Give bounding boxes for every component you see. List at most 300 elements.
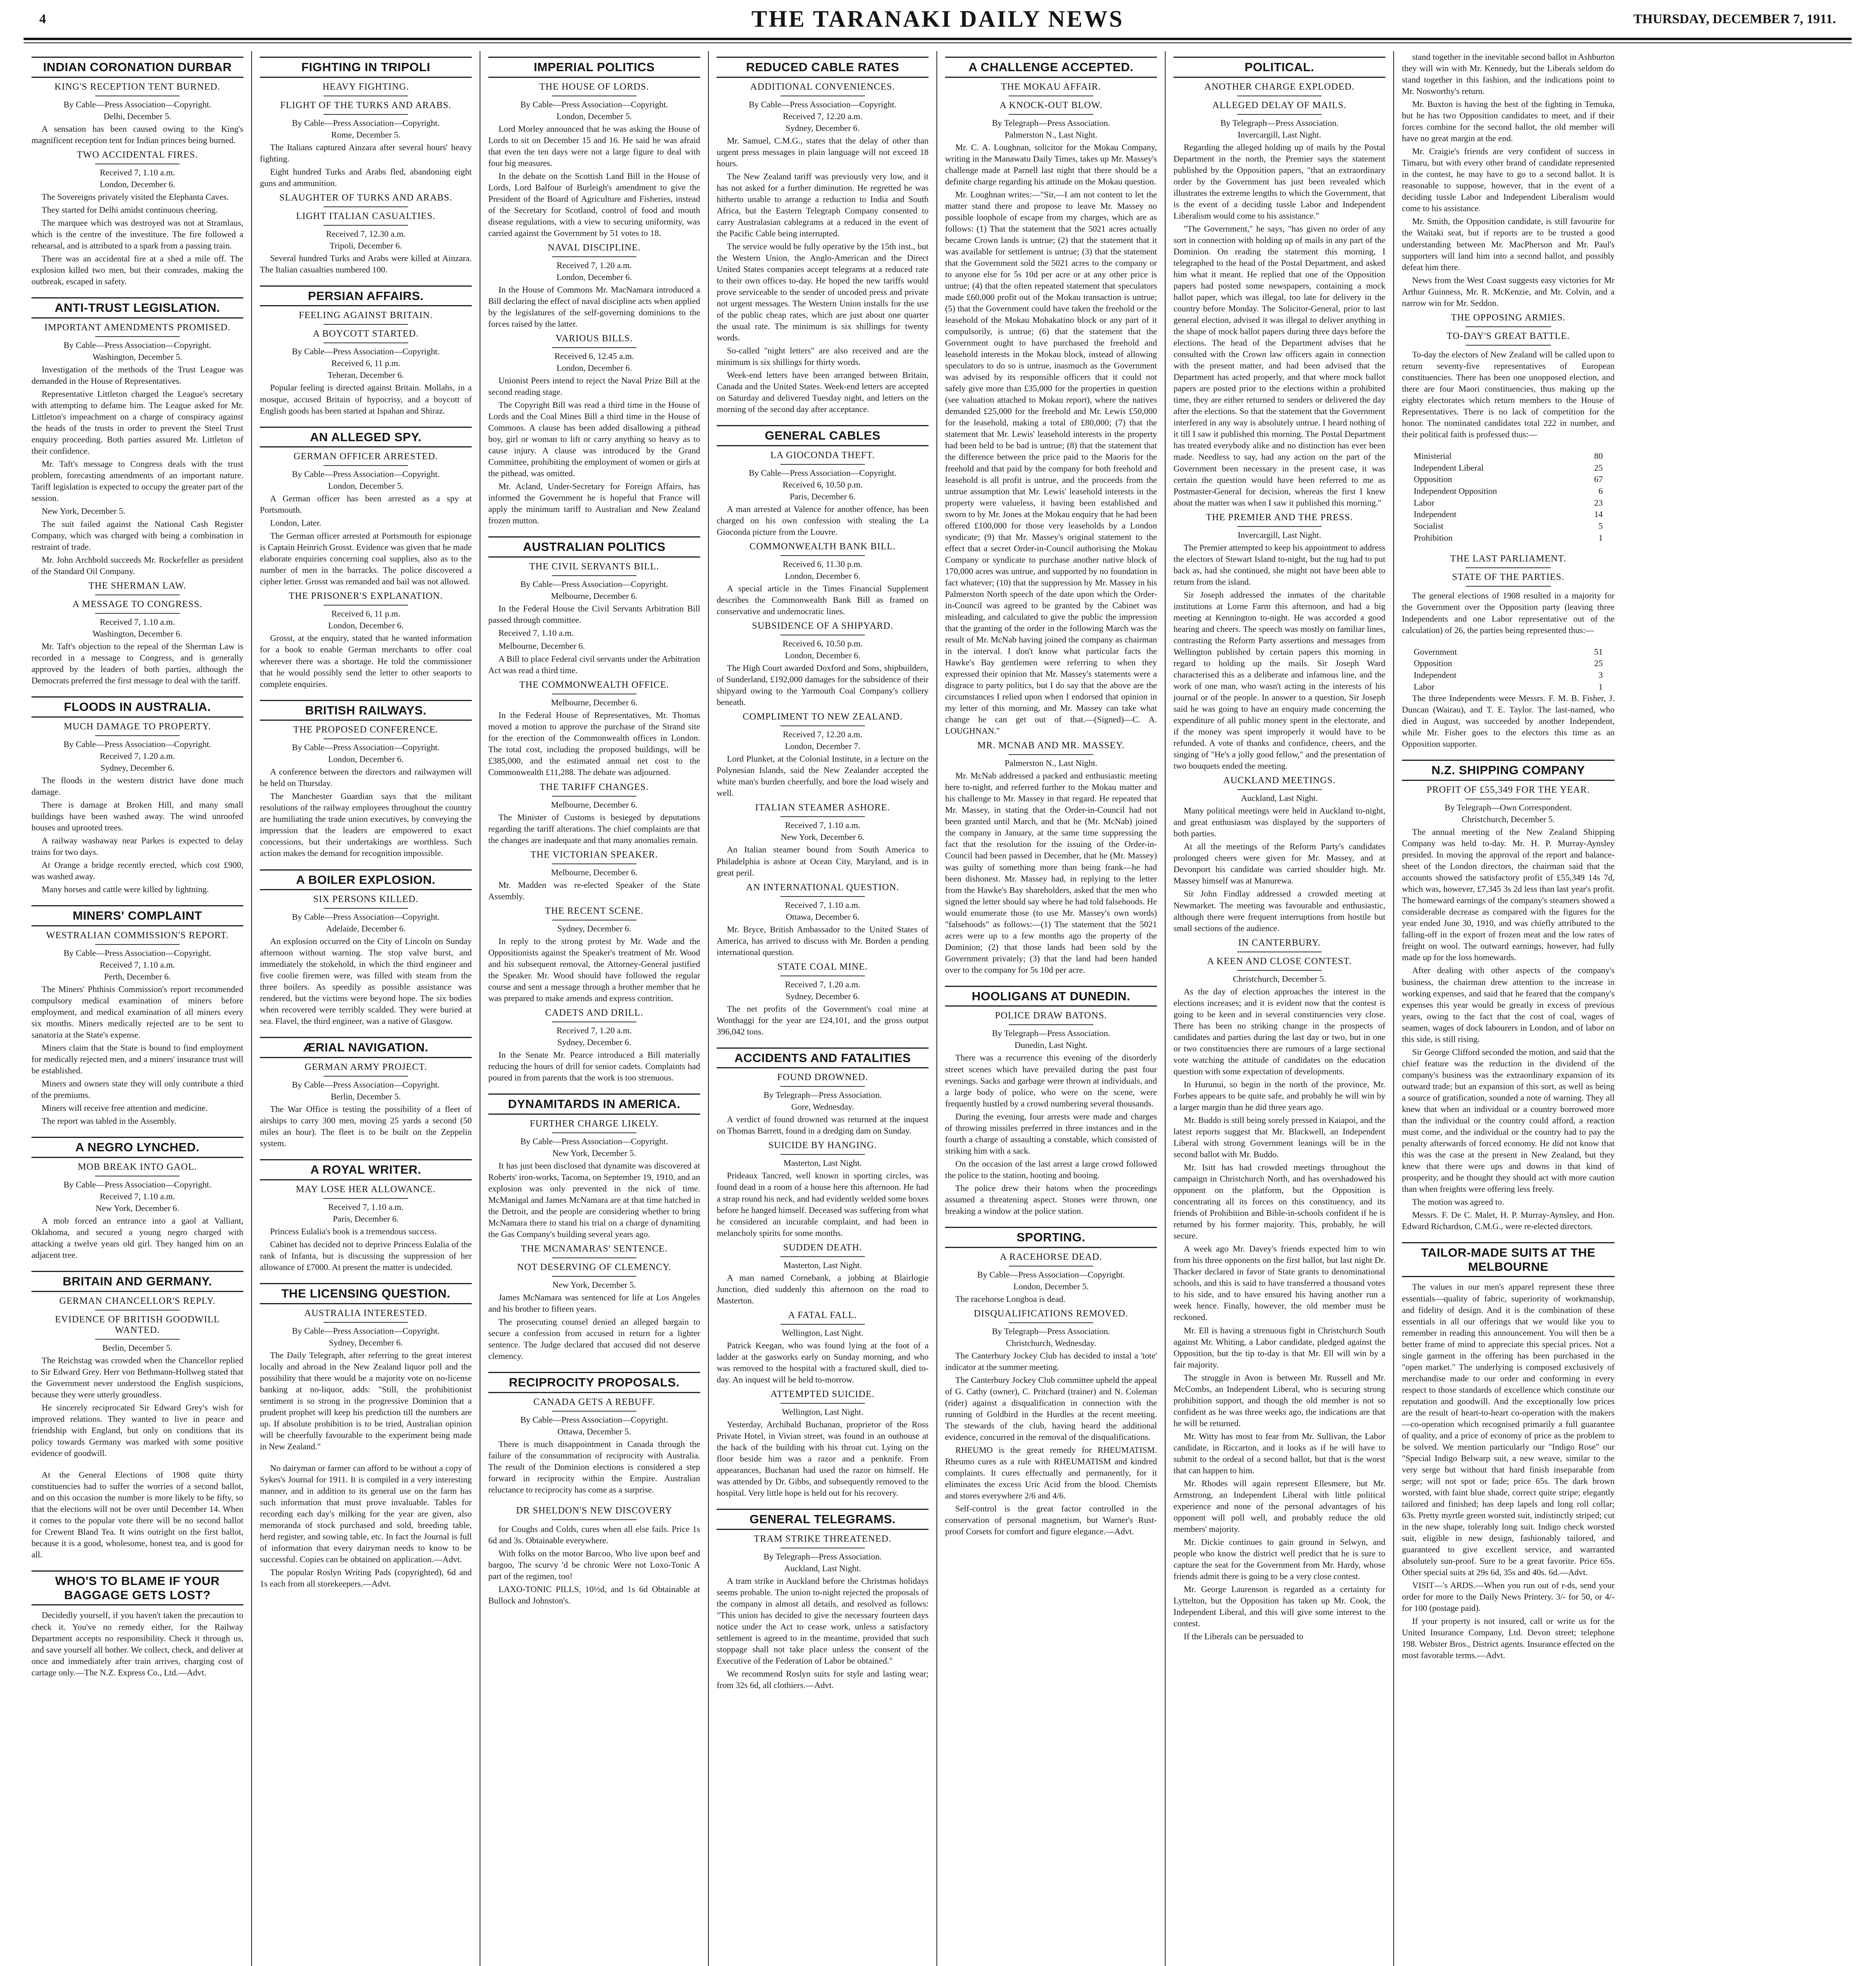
article-headline: MINERS' COMPLAINT <box>31 905 243 926</box>
sub-heading: THE OPPOSING ARMIES. <box>1451 312 1566 323</box>
dateline: New York, December 6. <box>781 832 864 842</box>
party-name: Government <box>1414 646 1457 657</box>
sub-heading: THE RECENT SCENE. <box>545 906 644 916</box>
article-body <box>717 1340 929 1385</box>
sub-heading: SUBSIDENCE OF A SHIPYARD. <box>752 621 894 631</box>
party-table-row <box>1402 485 1615 497</box>
article <box>488 57 700 526</box>
paragraph: The general elections of 1908 resulted in a majority for the Government over the Opposition party (leaving three Independents and one Labor representative out of the calculation) of 26, the parties being represented thus:— <box>1402 591 1615 635</box>
article-body <box>31 1469 243 1560</box>
party-name: Labor <box>1414 497 1435 508</box>
article-headline: A BOILER EXPLOSION. <box>260 869 472 891</box>
paragraph: Cabinet has decided not to deprive Princess Eulalia of the rank of Infanta, but is discussing the suppression of her allowance of £7000. At present the matter is undecided. <box>260 1239 472 1272</box>
divider-rule <box>552 575 637 576</box>
party-count: 14 <box>1594 509 1603 519</box>
paragraph: Mr. Acland, Under-Secretary for Foreign Affairs, has informed the Government he is hopeful that France will apply the minimum tariff to Australian and New Zealand frozen mutton. <box>488 481 700 526</box>
column-6 <box>1166 51 1394 1966</box>
sub-heading: IMPORTANT AMENDMENTS PROMISED. <box>44 322 231 333</box>
dateline: Received 7, 1.10 a.m. <box>785 820 861 830</box>
paragraph: A conference between the directors and railwaymen will be held on Thursday. <box>260 767 472 788</box>
paragraph: Prideaux Tancred, well known in sporting circles, was found dead in a room of a house here this afternoon. He had a strap round his neck, and had evidently welded some boxes before he hanged himself. Deceased was suffering from what he considered an incurable complaint, and had been in melancholy spirits for some months. <box>717 1171 929 1238</box>
paragraph: In the House of Commons Mr. MacNamara introduced a Bill declaring the effect of naval discipline acts when applied by the legislatures of the self-governing dominions to the forces raised by the latter. <box>488 284 701 329</box>
column-5 <box>937 51 1166 1966</box>
paragraph: Mr. George Laurenson is regarded as a certainty for Lyttelton, but the Opposition has taken up Mr. Cook, the Independent Liberal, and this will give some interest to the contest. <box>1173 1584 1385 1629</box>
paragraph: Miners claim that the State is bound to find employment for medically rejected men, and a miners' insurance trust will be established. <box>31 1043 243 1076</box>
sub-heading: EVIDENCE OF BRITISH GOODWILL WANTED. <box>55 1314 220 1335</box>
article-body <box>260 1226 472 1273</box>
dateline: Wellington, Last Night. <box>782 1327 864 1338</box>
paragraph: Popular feeling is directed against Britain. Mollahs, in a mosque, accused Britain of hypocrisy, and a boycott of English goods has been started at Ispahan and Shiraz. <box>260 383 472 416</box>
divider-rule <box>780 1403 865 1404</box>
dateline: Ottawa, December 6. <box>786 911 859 922</box>
dateline: Palmerston N., Last Night. <box>1004 758 1098 768</box>
paragraph: A German officer has been arrested as a spy at Portsmouth. <box>260 493 472 515</box>
article <box>717 57 929 415</box>
party-table <box>1402 646 1615 693</box>
party-table-row <box>1402 669 1615 681</box>
sub-heading: GERMAN ARMY PROJECT. <box>304 1062 427 1073</box>
paragraph: The three Independents were Messrs. F. M. B. Fisher, J. Duncan (Wairau), and T. E. Taylor. The last-named, who died in August, was succeeded by another Independent, while Mr. Fisher goes to the electors this time as an Opposition supporter. <box>1402 693 1615 749</box>
paragraph: The prosecuting counsel denied an alleged bargain to secure a confession from accused in return for a lighter sentence. The Judge declared that accused did not deserve clemency. <box>488 1316 700 1361</box>
paragraph: In Hurunui, so begin in the north of the province, Mr. Forbes appears to be quite safe, and probably he will win by a larger margin than he did three years ago. <box>1173 1079 1385 1112</box>
sub-heading: ATTEMPTED SUICIDE. <box>771 1389 875 1399</box>
paragraph: The report was tabled in the Assembly. <box>42 1116 177 1126</box>
article <box>717 1509 929 1691</box>
article <box>488 536 700 1083</box>
sub-heading: WESTRALIAN COMMISSION'S REPORT. <box>46 930 229 941</box>
paragraph: Mr. Dickie continues to gain ground in Selwyn, and people who know the district well predict that he is sure to capture the seat for the Government from Mr. Hardy, whose friends admit there is going to be a very close contest. <box>1173 1537 1385 1581</box>
dateline: Palmerston N., Last Night. <box>1004 129 1098 140</box>
paragraph: The floods in the western district have done much damage. <box>31 775 243 797</box>
paragraph: It has just been disclosed that dynamite was discovered at Roberts' iron-works, Tacoma, on September 19, 1910, and an explosion was only prevented in the nick of time. McManigal and James McNamara are at that time hatched in the Detroit, and the people are considering whether to bring McNamara there to stand his trial on a charge of dynamiting the Gas Company's building several years ago. <box>488 1160 700 1239</box>
sub-heading: A KNOCK-OUT BLOW. <box>999 100 1103 110</box>
divider-rule <box>324 605 408 606</box>
divider-rule <box>780 725 865 726</box>
dateline: Teheran, December 6. <box>327 370 404 380</box>
divider-rule <box>95 1310 180 1311</box>
divider-rule <box>324 225 408 226</box>
paragraph: In reply to the strong protest by Mr. Wade and the Oppositionists against the Speaker's treatment of Mr. Wood and his subsequent removal, the Attorney-General justified the Speaker. Mr. Wood should have followed the regular course and sent a message through a brother member that he was prepared to make amends and express contrition. <box>488 936 700 1003</box>
article-headline: REDUCED CABLE RATES <box>717 57 929 78</box>
paragraph: The German officer arrested at Portsmouth for espionage is Captain Heinrich Grosst. Evidence was given that he made elaborate enquiries concerning coal supplies, also as to the number of men in the barracks. The police discovered a cipher letter. Grosst was remanded and bail was not allowed. <box>260 531 472 587</box>
dateline: Received 6, 10.50 p.m. <box>782 480 863 490</box>
paragraph: The Copyright Bill was read a third time in the House of Lords and the Coal Mines Bill a third time in the House of Commons. A clause has been added disallowing a pithead boy, girl or woman to lift or carry anything so heavy as to cause injury. A clause was introduced by the Grand Committee, prohibiting the employment of women or girls at the pithead, was omitted. <box>488 400 700 479</box>
sub-heading: THE VICTORIAN SPEAKER. <box>530 849 658 860</box>
paragraph: In the Federal House of Representatives, Mr. Thomas moved a motion to approve the purchase of the Strand site for the erection of the Commonwealth offices in London. The total cost, including the proposed buildings, will be £385,000, and the estimated annual net cost to the Commonwealth £11,288. The debate was adjourned. <box>488 710 700 777</box>
paragraph: Mr. Craigie's friends are very confident of success in Timaru, but with every other brand of candidate represented in the contest, he may have to go to a second ballot. It is reasonable to suppose, however, that in the event of a deciding tussle Labor and Independent Liberalism would come to his assistance. <box>1402 146 1615 214</box>
article-body <box>717 662 929 708</box>
divider-rule <box>1237 114 1322 115</box>
article <box>1173 57 1385 1642</box>
divider-rule <box>780 1086 865 1087</box>
paragraph: If your property is not insured, call or write us for the United Insurance Company, Ltd. Devon street; telephone 198. Webster Bros., District agents. Insurance effected on the most favorable terms.—Advt. <box>1402 1616 1615 1660</box>
paragraph: A man arrested at Valence for another offence, has been charged on his own confession with stealing the La Gioconda picture from the Louvre. <box>717 504 929 537</box>
divider-rule <box>1466 326 1550 327</box>
sub-heading: SUDDEN DEATH. <box>783 1242 862 1253</box>
divider-rule <box>552 347 637 348</box>
paragraph: As the day of election approaches the interest in the elections increases; and it is evident now that the contest is going to be keen and in several constituencies very close. There has been no striking change in the prospects of candidates and parties during the last day or two, but in one or two constituencies there are rumours of a large sectional vote watching the attitude of candidates on the education question with some expectation of developments. <box>1173 986 1385 1076</box>
sub-heading: GERMAN CHANCELLOR'S REPLY. <box>59 1296 216 1306</box>
party-table-row <box>1402 657 1615 669</box>
party-count: 5 <box>1598 521 1603 531</box>
sub-heading: A FATAL FALL. <box>788 1310 857 1320</box>
sub-heading: DISQUALIFICATIONS REMOVED. <box>974 1308 1128 1319</box>
paragraph: Week-end letters have been arranged between Britain, Canada and the United States. Week-end letters are accepted on Saturday and delivered Tuesday night, and letters on the morning of the second day after acceptance. <box>717 370 929 414</box>
dateline: Washington, December 6. <box>92 629 182 639</box>
paragraph: The High Court awarded Doxford and Sons, shipbuilders, of Sunderland, £192,000 damages for the subsidence of their shipyard owing to the Yarmouth Coal Company's colliery beneath. <box>717 663 929 707</box>
dateline: Gore, Wednesday. <box>791 1102 854 1112</box>
dateline: Received 7, 1.20 a.m. <box>556 260 632 270</box>
paragraph: The annual meeting of the New Zealand Shipping Company was held to-day. Mr. H. P. Murray-Aynsley presided. In moving the approval of the report and balance-sheet of the London directors, the chairman said that the accounts showed the satisfactory profit of £55,349 14s 7d, which was, however, £7,345 3s 2d less than last year's profit. The homeward earnings of the company's steamers showed a considerable decrease as compared with the figures for the year ended June 30, 1910, and was chiefly attributed to the falling-off in the export of frozen meat and the low rates of freight on wool. The outward earnings, however, had fully made up for the loss homewards. <box>1402 827 1615 963</box>
dateline: By Cable—Press Association—Copyright. <box>63 739 212 749</box>
article-body <box>260 1349 472 1452</box>
dateline: Sydney, December 6. <box>785 991 860 1001</box>
article-headline: A NEGRO LYNCHED. <box>31 1137 243 1158</box>
dateline: Masterton, Last Night. <box>783 1158 862 1168</box>
paragraph: The War Office is testing the possibility of a fleet of airships to carry 300 men, moving 25 yards a second (50 miles an hour). The fleet is to be built on the Zeppelin system. <box>260 1104 472 1149</box>
dateline: By Cable—Press Association—Copyright. <box>749 468 897 478</box>
dateline: London, December 6. <box>556 363 632 373</box>
divider-rule <box>552 1411 637 1412</box>
paragraph: The popular Roslyn Writing Pads (copyrighted), 6d and 1s each from all storekeepers.—Advt. <box>260 1567 472 1589</box>
paragraph: Patrick Keegan, who was found lying at the foot of a ladder at the gasworks early on Sunday morning, and who was removed to the hospital with a fractured skull, died to-day. An inquest will be held to-morrow. <box>717 1340 929 1384</box>
dateline: Received 7, 1.20 a.m. <box>99 751 175 761</box>
paragraph: At the General Elections of 1908 quite thirty constituencies had to suffer the worries of a second ballot, and on this occasion the number is more likely to be fifty, so that the elections will not be over until December 14. When it comes to the popular vote there will be no second ballot for Crewent Bland Tea. It wins outright on the first ballot, because it is a good, wholesome, honest tea, and is good for all. <box>31 1469 243 1560</box>
paragraph: During the evening, four arrests were made and charges of throwing missiles preferred in three instances and in the fourth a charge of assaulting a constable, which consisted of striking him with a sack. <box>945 1111 1157 1156</box>
divider-rule <box>1009 114 1094 115</box>
paragraph: On the occasion of the last arrest a large crowd followed the police to the station, hooting and booing. <box>945 1158 1157 1180</box>
paragraph: Mr. John Archbold succeeds Mr. Rockefeller as president of the Standard Oil Company. <box>31 555 243 576</box>
paragraph: Mr. Bryce, British Ambassador to the United States of America, has arrived to discuss with Mr. Borden a pending international question. <box>717 924 929 957</box>
divider-rule <box>780 1154 865 1155</box>
article-body <box>717 135 929 415</box>
divider-rule <box>95 336 180 337</box>
article <box>260 1037 472 1149</box>
article-body <box>1402 590 1615 635</box>
divider-rule <box>324 206 408 207</box>
dateline: London, December 6. <box>99 179 175 189</box>
dateline: Ottawa, December 5. <box>557 1426 631 1436</box>
party-name: Opposition <box>1414 658 1452 668</box>
paragraph: Received 7, 1.10 a.m. <box>498 628 574 638</box>
paragraph: Mr. Taft's objection to the repeal of the Sherman Law is recorded in a message to Congress, and is generally approved by the leaders of both parties, although the Democrats preferred the first message to deal with the tariff. <box>31 641 243 686</box>
dateline: Paris, December 6. <box>789 492 856 502</box>
article-body <box>260 1103 472 1149</box>
article-body <box>717 1419 929 1498</box>
paragraph: Mr. Smith, the Opposition candidate, is still favourite for the Waitaki seat, but if reports are to be trusted a good understanding between Mr. MacPherson and Mr. Paul's supporters will land him into a second ballot, and possibly defeat him there. <box>1402 216 1615 272</box>
article-body <box>260 142 472 189</box>
paragraph: Mr. Isitt has had crowded meetings throughout the campaign in Christchurch North, and has overshadowed his opponent on the platform, but the Opposition is concentrating all its forces on this constituency, and its friends of Prohibition and Bible-in-schools confident if he is returned by his former majority. This, probably, he will secure. <box>1173 1162 1385 1241</box>
party-table-row <box>1402 681 1615 693</box>
dateline: By Cable—Press Association—Copyright. <box>292 742 440 753</box>
dateline: Christchurch, December 5. <box>1232 974 1326 984</box>
article-body <box>945 1350 1157 1537</box>
paragraph: Messrs. F. De C. Malet, H. P. Murray-Aynsley, and Hon. Edward Richardson, C.M.G., were re-elected directors. <box>1402 1210 1615 1232</box>
article-headline: A ROYAL WRITER. <box>260 1159 472 1180</box>
article <box>488 1372 700 1495</box>
dateline: By Cable—Press Association—Copyright. <box>63 99 212 109</box>
newspaper-title: THE TARANAKI DAILY NEWS <box>751 6 1124 32</box>
sub-heading: THE TARIFF CHANGES. <box>539 782 649 792</box>
article-body <box>488 1438 700 1495</box>
dateline: Wellington, Last Night. <box>782 1406 864 1417</box>
sub-heading: SIX PERSONS KILLED. <box>313 894 419 905</box>
party-count: 3 <box>1598 670 1603 680</box>
sub-heading: AUSTRALIA INTERESTED. <box>304 1308 427 1318</box>
sub-heading: MUCH DAMAGE TO PROPERTY. <box>64 721 211 732</box>
paragraph: The Miners' Phthisis Commission's report recommended compulsory medical examination of miners before employment, and medical examination of all miners every six months. Miners medically rejected are to be sent to sanatoria at the State's expense. <box>31 984 243 1040</box>
article-body <box>488 375 700 526</box>
dateline: By Cable—Press Association—Copyright. <box>292 1080 440 1090</box>
article-headline: INDIAN CORONATION DURBAR <box>31 57 243 78</box>
dateline: London, December 5. <box>328 481 404 491</box>
paragraph: Several hundred Turks and Arabs were killed at Ainzara. The Italian casualties numbered 100. <box>260 253 472 274</box>
dateline: Berlin, December 5. <box>331 1092 401 1102</box>
dateline: Tripoli, December 6. <box>329 240 402 250</box>
divider-rule <box>95 1339 180 1340</box>
article-headline: FIGHTING IN TRIPOLI <box>260 57 472 78</box>
article-body <box>1402 1281 1615 1661</box>
paragraph: Eight hundred Turks and Arabs fled, abandoning eight guns and ammunition. <box>260 166 472 188</box>
paragraph: We recommend Roslyn suits for style and lasting wear; from 32s 6d, all clothiers.—Advt. <box>717 1668 929 1690</box>
paragraph: There is much disappointment in Canada through the failure of the consummation of reciprocity with Australia. The result of the Dominion elections is considered a step forward in reciprocity within the Empire. Australian reluctance to reciprocity has come as a surprise. <box>488 1439 700 1495</box>
dateline: By Cable—Press Association—Copyright. <box>520 1136 668 1146</box>
article-body <box>488 879 700 902</box>
dateline: By Cable—Press Association—Copyright. <box>63 340 212 350</box>
article-body <box>945 142 1157 737</box>
sub-heading: THE COMMONWEALTH OFFICE. <box>519 680 669 690</box>
party-table-row <box>1402 532 1615 544</box>
article-body <box>31 364 243 577</box>
dateline: By Cable—Press Association—Copyright. <box>63 1179 212 1189</box>
dateline: Received 7, 12.20 a.m. <box>783 729 863 740</box>
article-body <box>488 1160 700 1240</box>
party-table-row <box>1402 508 1615 520</box>
article <box>31 57 243 287</box>
article <box>260 427 472 690</box>
paragraph: A special article in the Times Financial Supplement describes the Commonwealth Bank Bill as framed on conservative and undemocratic lines. <box>717 584 929 617</box>
article-body <box>260 766 472 859</box>
article <box>260 1462 472 1589</box>
paragraph: Mr. Witty has most to fear from Mr. Sullivan, the Labor candidate, in Riccarton, and it looks as if he will have to submit to the ordeal of a second ballot, but that is the worst that can happen to him. <box>1173 1431 1385 1475</box>
article-body <box>488 709 700 778</box>
sub-heading: STATE OF THE PARTIES. <box>1452 572 1565 583</box>
paragraph: Yesterday, Archibald Buchanan, proprietor of the Ross Private Hotel, in Vivian street, was found in an outhouse at the back of the building with his throat cut. Lying on the floor beside him was a razor and a penknife. From appearances, Buchanan had used the razor on himself. He was attended by Dr. Gibbs, and subsequently removed to the hospital. Very little hope is held out for his recovery. <box>717 1419 929 1498</box>
paragraph: Grosst, at the enquiry, stated that he wanted information for a book to enable German merchants to offer coal wherever there was a shortage. He told the commissioner that he would possibly send the letter to other seaports to complete enquiries. <box>260 633 472 689</box>
article <box>260 700 472 859</box>
dateline: New York, December 5. <box>552 1279 636 1290</box>
article <box>260 57 472 275</box>
article-headline: N.Z. SHIPPING COMPANY <box>1402 760 1615 781</box>
paragraph: Regarding the alleged holding up of mails by the Postal Department in the north, the Premier says the statement published by the Opposition papers, "that an extraordinary order by the Government has just been revealed which illustrates the extreme lengths to which the Government, that is the event of a deciding tussle Labor and Independent Liberalism would come to his assistance." <box>1173 142 1385 221</box>
article-body <box>945 1293 1157 1305</box>
sub-heading: A MESSAGE TO CONGRESS. <box>72 599 202 610</box>
dateline: By Telegraph—Press Association. <box>763 1551 882 1561</box>
dateline: London, December 7. <box>785 741 861 751</box>
dateline: By Telegraph—Press Association. <box>763 1090 882 1100</box>
sub-heading: KING'S RECEPTION TENT BURNED. <box>54 81 221 92</box>
sub-heading: NOT DESERVING OF CLEMENCY. <box>517 1262 671 1272</box>
article-headline: FLOODS IN AUSTRALIA. <box>31 696 243 718</box>
divider-rule <box>780 816 865 817</box>
sub-heading: CADETS AND DRILL. <box>545 1007 644 1018</box>
paragraph: At all the meetings of the Reform Party's candidates prolonged cheers were given for Mr. Massey, and at Devonport his candidate was carried shoulder high. Mr. Massey himself was at Manurewa. <box>1173 841 1385 886</box>
article-body <box>488 1523 700 1606</box>
party-table-row <box>1402 646 1615 658</box>
divider-rule <box>324 465 408 466</box>
article-headline: BRITISH RAILWAYS. <box>260 700 472 721</box>
dateline: Delhi, December 5. <box>103 111 171 121</box>
paragraph: An Italian steamer bound from South America to Philadelphia is ashore at Ocean City, Maryland, and is in great peril. <box>717 845 929 878</box>
article <box>717 1047 929 1498</box>
dateline: Received 7, 1.20 a.m. <box>556 1025 632 1035</box>
dateline: Received 7, 1.10 a.m. <box>328 1202 404 1212</box>
article <box>1402 554 1615 635</box>
dateline: London, December 6. <box>328 620 404 631</box>
dateline: Masterton, Last Night. <box>783 1260 862 1270</box>
paragraph: An explosion occurred on the City of Lincoln on Sunday afternoon without warning. The stop valve burst, and immediately the stokehold, in which the third engineer and five coolie firemen were, was filled with steam from the three boilers. As speedily as possible assistance was rendered, but the victims were beyond hope. The six bodies when recovered were terribly scalded. They were buried at sea. Flavel, the third engineer, was a native of Glasgow. <box>260 936 472 1026</box>
dateline: London, December 6. <box>328 754 404 764</box>
dateline: By Cable—Press Association—Copyright. <box>977 1269 1125 1279</box>
column-7 <box>1394 51 1622 1966</box>
dateline: Received 7, 12.20 a.m. <box>783 111 863 121</box>
paragraph: VISIT—'s ARDS.—When you run out of r-ds, send your order for more to the Daily News Printery. 3/- for 50, or 4/- for 100 (postage paid). <box>1402 1580 1615 1613</box>
paragraph: In the Senate Mr. Pearce introduced a Bill materially reducing the hours of drill for senior cadets. Complaints had poured in from parents that the work is too strenuous. <box>488 1049 700 1082</box>
article-body <box>945 1052 1157 1216</box>
dateline: Christchurch, December 5. <box>1461 814 1555 825</box>
article-body <box>1402 51 1615 309</box>
party-count: 1 <box>1598 532 1603 543</box>
column-1 <box>24 51 252 1966</box>
article-body <box>31 191 243 287</box>
article-headline: BRITAIN AND GERMANY. <box>31 1271 243 1292</box>
dateline: New York, December 6. <box>96 1203 179 1213</box>
divider-rule <box>1009 1024 1094 1025</box>
dateline: Received 7, 1.10 a.m. <box>99 1191 175 1201</box>
paragraph: No dairyman or farmer can afford to be without a copy of Sykes's Journal for 1911. It is compiled in a very interesting manner, and in addition to its general use on the farm has such information that must prove invaluable. Tables for recording each day's milking for the year are given, also memoranda of stock purchased and sold, breeding table, herd register, and sowing table, etc. In fact the Journal is full of information that every dairyman needs to know to be successful. Copies can be obtained on application.—Advt. <box>260 1463 472 1565</box>
paragraph: Mr. Rhodes will again represent Ellesmere, but Mr. Armstrong, an Independent Liberal with little political experience and none of the personal advantages of his opponent will poll well, and probably reduce the old members' majority. <box>1173 1478 1385 1534</box>
article <box>260 869 472 1027</box>
article-body <box>717 1575 929 1691</box>
party-name: Independent <box>1414 509 1457 519</box>
party-table-row <box>1402 473 1615 485</box>
sub-heading: SLAUGHTER OF TURKS AND ARABS. <box>279 192 452 203</box>
divider-rule <box>552 1257 637 1258</box>
party-name: Independent Opposition <box>1414 486 1497 496</box>
paragraph: A week ago Mr. Davey's friends expected him to win from his three opponents on the first ballot, but last night Dr. Thacker declared in favor of State grants to denominational schools, and this is said to have transferred a thousand votes to his side, and to have ensured his having another run a week hence. Finally, however, the old member must be reckoned. <box>1173 1244 1385 1322</box>
sub-heading: THE MCNAMARAS' SENTENCE. <box>520 1243 668 1254</box>
paragraph: Sir John Findlay addressed a crowded meeting at Newmarket. The meeting was favourable and enthusiastic, although there were frequent interruptions from hostile but small sections of the audience. <box>1173 889 1385 933</box>
article-body <box>260 252 472 275</box>
dateline: Dunedin, Last Night. <box>1014 1040 1088 1050</box>
dateline: Sydney, December 6. <box>329 1337 403 1347</box>
article-body <box>488 1049 700 1083</box>
dateline: London, December 6. <box>785 650 861 661</box>
divider-rule <box>95 613 180 614</box>
divider-rule <box>1009 754 1094 755</box>
dateline: Auckland, Last Night. <box>784 1563 861 1573</box>
divider-rule <box>324 114 408 115</box>
article-headline: HOOLIGANS AT DUNEDIN. <box>945 986 1157 1007</box>
sub-heading: AUCKLAND MEETINGS. <box>1223 775 1336 786</box>
paragraph: News from the West Coast suggests easy victories for Mr Arthur Guinness, Mr. R. McKenzie, and Mr. Colvin, and a narrow win for Mr. Seddon. <box>1402 275 1615 308</box>
article-body <box>717 844 929 878</box>
dateline: Received 7, 12.30 a.m. <box>326 228 406 239</box>
sub-heading: MOB BREAK INTO GAOL. <box>77 1162 197 1172</box>
dateline: Sydney, December 6. <box>557 923 631 933</box>
paragraph: Many horses and cattle were killed by lightning. <box>42 884 209 895</box>
dateline: Melbourne, December 6. <box>551 698 638 708</box>
sub-heading: TO-DAY'S GREAT BATTLE. <box>1446 331 1570 341</box>
party-count: 23 <box>1594 497 1603 508</box>
dateline: Received 6, 11 p.m. <box>331 609 401 619</box>
dateline: Adelaide, December 6. <box>326 924 406 934</box>
article <box>31 696 243 895</box>
dateline: Paris, December 6. <box>333 1213 399 1224</box>
article-headline: AN ALLEGED SPY. <box>260 427 472 448</box>
sub-heading: THE PRISONER'S EXPLANATION. <box>289 591 443 602</box>
party-name: Ministerial <box>1414 451 1452 461</box>
sub-heading: ADDITIONAL CONVENIENCES. <box>750 81 895 92</box>
dateline: Received 6, 11 p.m. <box>331 358 401 368</box>
paragraph: A sensation has been caused owing to the King's magnificent reception tent for Indian princes being burned. <box>31 123 243 145</box>
divider-rule <box>1466 345 1550 346</box>
article-body <box>31 641 243 686</box>
divider-rule <box>324 908 408 909</box>
article-body <box>1173 986 1385 1642</box>
sub-heading: STATE COAL MINE. <box>777 961 868 972</box>
article-body <box>31 983 243 1127</box>
paragraph: James McNamara was sentenced for life at Los Angeles and his brother to fifteen years. <box>488 1292 700 1314</box>
divider-rule <box>552 1132 637 1133</box>
paragraph: Unionist Peers intend to reject the Naval Prize Bill at the second reading stage. <box>488 376 700 397</box>
sub-heading: FLIGHT OF THE TURKS AND ARABS. <box>280 100 452 110</box>
dateline: Sydney, December 6. <box>100 762 175 773</box>
sub-heading: THE PROPOSED CONFERENCE. <box>293 725 438 735</box>
divider-rule <box>1237 526 1322 527</box>
article-headline: SPORTING. <box>945 1227 1157 1248</box>
party-name: Independent Liberal <box>1414 462 1484 473</box>
sub-heading: COMMONWEALTH BANK BILL. <box>749 541 896 552</box>
sub-heading: ITALIAN STEAMER ASHORE. <box>755 803 890 813</box>
paragraph: for Coughs and Colds, cures when all else fails. Price 1s 6d and 3s. Obtainable everywhere. <box>488 1524 700 1545</box>
sub-heading: FEELING AGAINST BRITAIN. <box>299 310 433 321</box>
sub-heading: MAY LOSE HER ALLOWANCE. <box>296 1184 436 1195</box>
article-body <box>260 935 472 1027</box>
paragraph: New York, December 5. <box>42 506 125 516</box>
dateline: By Telegraph—Press Association. <box>992 1326 1110 1336</box>
article <box>488 1506 700 1606</box>
article-body <box>1173 805 1385 933</box>
article-body <box>260 632 472 689</box>
paragraph: Miners will receive free attention and medicine. <box>42 1103 208 1113</box>
paragraph: With folks on the motor Barcoo, Who live upon beef and bargoo, The scurvy 'd be chronic Were not Loxo-Tonic A part of the regimen, too! <box>488 1548 700 1581</box>
sub-heading: ALLEGED DELAY OF MAILS. <box>1212 100 1347 110</box>
paragraph: The Italians captured Ainzara after several hours' heavy fighting. <box>260 142 472 164</box>
divider-rule <box>780 464 865 465</box>
divider-rule <box>552 256 637 257</box>
article-headline: ACCIDENTS AND FATALITIES <box>717 1047 929 1069</box>
paragraph: Mr. Samuel, C.M.G., states that the delay of other than urgent press messages in plain language will not exceed 18 hours. <box>717 135 929 168</box>
paragraph: The motion was agreed to. <box>1412 1197 1504 1207</box>
dateline: Received 7, 1.10 a.m. <box>99 167 175 177</box>
paragraph: Mr. Taft's message to Congress deals with the trust problem, forecasting amendments of an important nature. Tariff legislation is expected to occupy the greater part of the session. <box>31 458 243 503</box>
article <box>31 297 243 686</box>
article-headline: DYNAMITARDS IN AMERICA. <box>488 1093 700 1115</box>
divider-rule <box>552 1276 637 1277</box>
dateline: Sydney, December 6. <box>557 1037 631 1047</box>
article-body <box>488 284 700 330</box>
